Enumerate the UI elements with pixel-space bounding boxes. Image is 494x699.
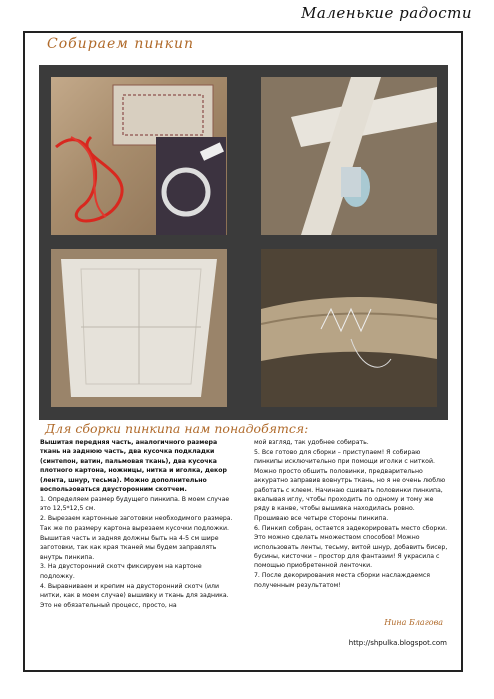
right-column: [254, 438, 450, 591]
photo-block: [39, 65, 448, 420]
photo-cardboard: [51, 249, 227, 407]
photo-materials: [51, 77, 227, 235]
paragraph: мой взгляд, так удобнее собирать.: [254, 439, 369, 446]
paragraph: Вышитая часть и задняя должны быть на 4-5 см шире заготовки, так как края тканей мы будем заправлять внутрь пинкипа.: [40, 534, 219, 561]
paragraph: 7. После декорирования места сборки наслаждаемся полученным результатом!: [254, 572, 431, 589]
paragraph: 4. Выравниваем и крепим на двусторонний скотч (или нитки, как в моем случае) вышивку и ткань для задника. Это не обязательный процесс, просто, на: [40, 582, 229, 609]
page-title: Маленькие радости: [301, 4, 472, 22]
instructions-text: [40, 438, 451, 648]
blog-link[interactable]: http://shpulka.blogspot.com: [348, 639, 447, 647]
section-title: Собираем пинкип: [47, 36, 195, 52]
photo-stitching: [261, 249, 437, 407]
left-column: [40, 438, 236, 611]
paragraph: 3. На двусторонний скотч фиксируем на картоне подложку.: [40, 563, 202, 580]
photo-tape: [261, 77, 437, 235]
paragraph: Вышитая передняя часть, аналогичного размера ткань на заднюю часть, два кусочка подкладки (синтепон, ватин, пальмовая ткань), два кусочка плотного картона, ножницы, нитка и иголка, декор (лента, шнур, тесьма). Можно дополнительно воспользоваться двусторонним скотчем.: [40, 439, 227, 494]
materials-heading: Для сборки пинкипа нам понадобятся:: [45, 421, 309, 436]
paragraph: 6. Пинкип собран, остается задекорировать место сборки. Это можно сделать множеством способов! Можно использовать ленты, тесьму, витой шнур, добавить бисер, бусины, кисточки – простор для фантазии! Я украсила с помощью приобретенной ленточки.: [254, 524, 448, 570]
paragraph: 1. Определяем размер будущего пинкипа. В моем случае это 12,5*12,5 см.: [40, 496, 230, 513]
paragraph: 2. Вырезаем картонные заготовки необходимого размера. Так же по размеру картона вырезаем кусочки подложки.: [40, 515, 233, 532]
author-name: Нина Благова: [384, 618, 443, 627]
article-frame: [23, 31, 463, 672]
paragraph: 5. Все готово для сборки – приступаем! Я собираю пинкипы исключительно при помощи иголки с ниткой. Можно просто обшить половинки, предварительно аккуратно заправив вовнутрь ткань, но я не очень люблю работать с клеем. Начинаю сшивать половинки пинкипа, вкалывая иглу, чтобы проходить по одному и тому же ряду в канве, чтобы вышивка находилась ровно. Прошиваю все четыре стороны пинкипа.: [254, 448, 446, 522]
